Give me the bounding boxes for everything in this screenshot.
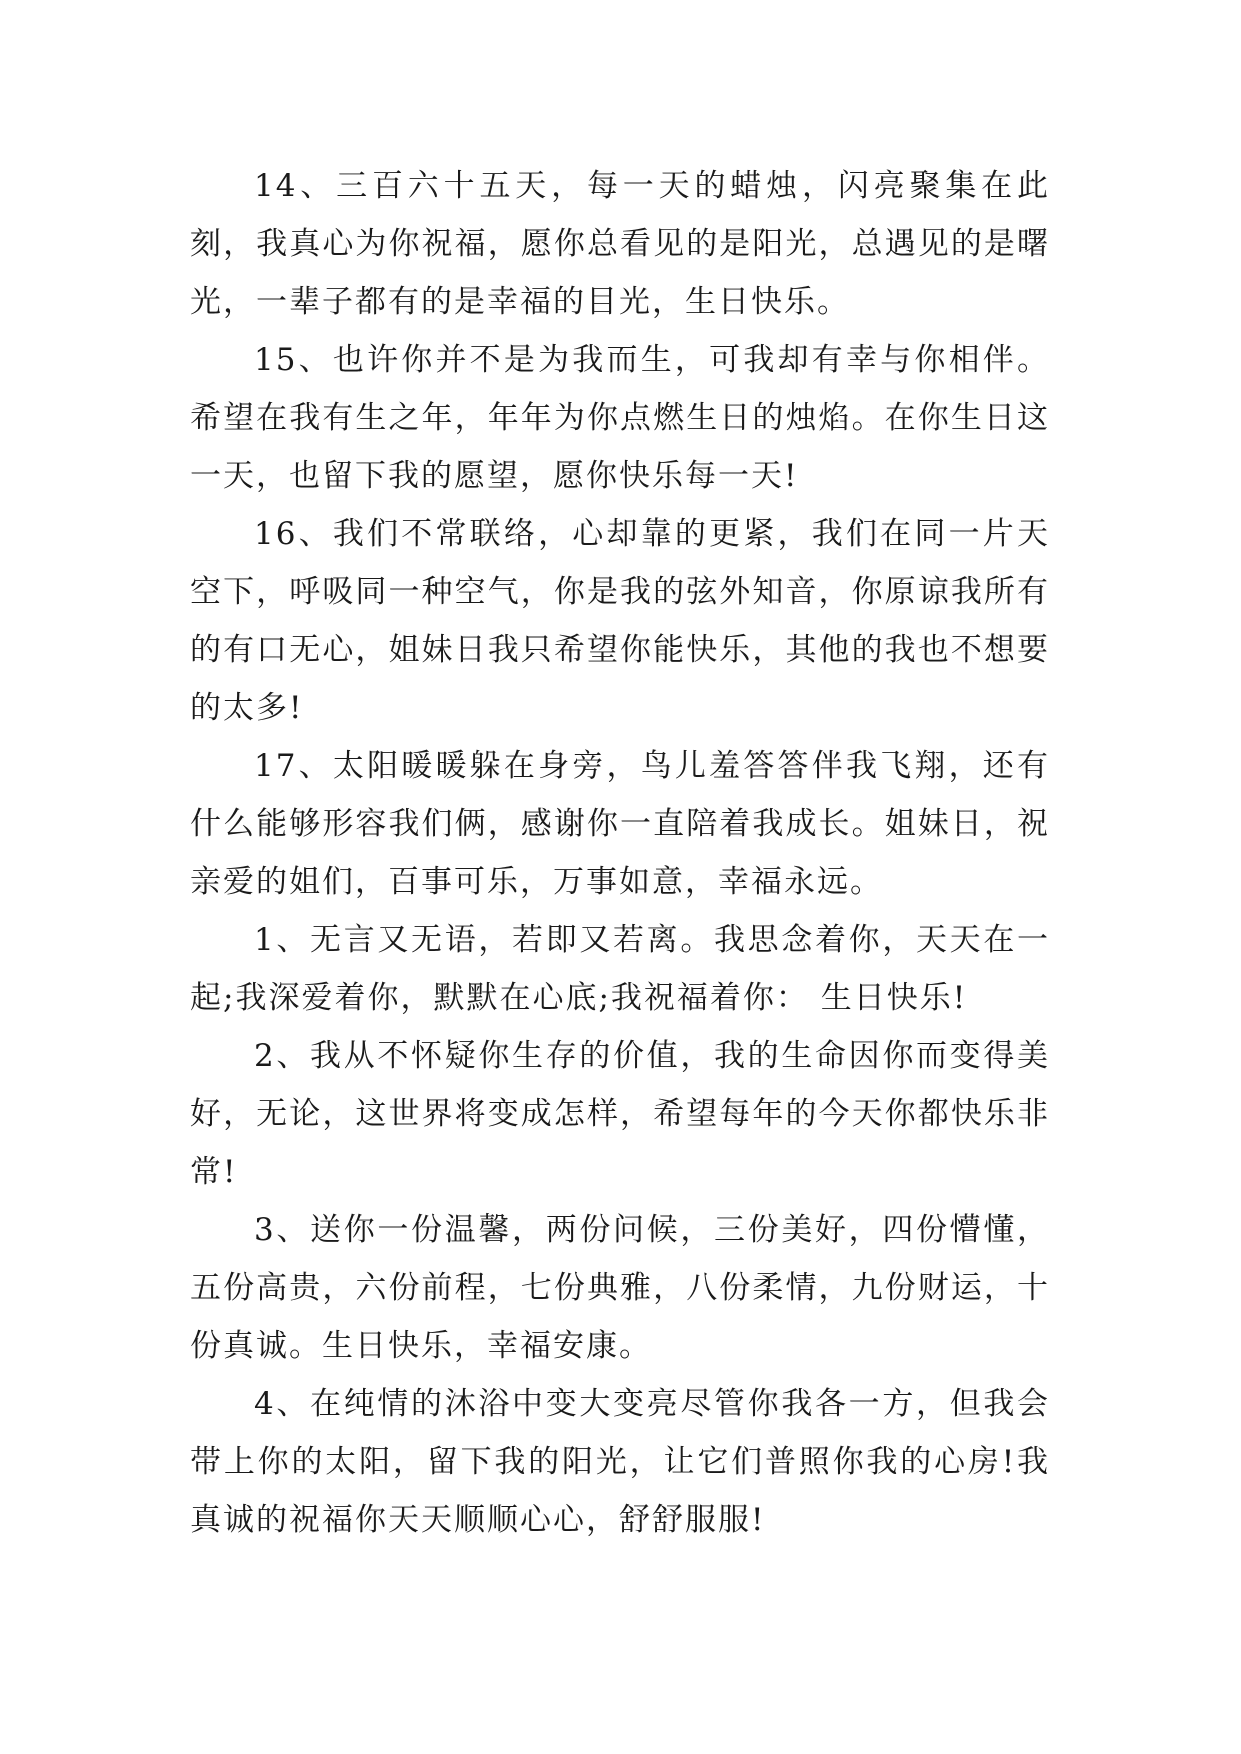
paragraph-17: 17、太阳暖暖躲在身旁，鸟儿羞答答伴我飞翔，还有什么能够形容我们俩，感谢你一直陪着我成长。姐妹日，祝亲爱的姐们，百事可乐，万事如意，幸福永远。 <box>190 748 1050 900</box>
paragraph-3: 3、送你一份温馨，两份问候，三份美好，四份懵懂，五份高贵，六份前程，七份典雅，八份柔情，九份财运，十份真诚。生日快乐，幸福安康。 <box>190 1212 1050 1364</box>
paragraph-4: 4、在纯情的沐浴中变大变亮尽管你我各一方，但我会带上你的太阳，留下我的阳光，让它们普照你我的心房!我真诚的祝福你天天顺顺心心，舒舒服服! <box>190 1386 1050 1538</box>
paragraph-1: 1、无言又无语，若即又若离。我思念着你，天天在一起;我深爱着你，默默在心底;我祝福着你： 生日快乐! <box>190 922 1050 1016</box>
paragraph-15: 15、也许你并不是为我而生，可我却有幸与你相伴。希望在我有生之年，年年为你点燃生日的烛焰。在你生日这一天，也留下我的愿望，愿你快乐每一天! <box>190 342 1050 494</box>
paragraph-2: 2、我从不怀疑你生存的价值，我的生命因你而变得美好，无论，这世界将变成怎样，希望每年的今天你都快乐非常! <box>190 1038 1050 1190</box>
paragraph-16: 16、我们不常联络，心却靠的更紧，我们在同一片天空下，呼吸同一种空气，你是我的弦外知音，你原谅我所有的有口无心，姐妹日我只希望你能快乐，其他的我也不想要的太多! <box>190 516 1050 726</box>
document-body <box>190 157 1050 1549</box>
paragraph-14: 14、三百六十五天，每一天的蜡烛，闪亮聚集在此刻，我真心为你祝福，愿你总看见的是阳光，总遇见的是曙光，一辈子都有的是幸福的目光，生日快乐。 <box>190 168 1050 320</box>
